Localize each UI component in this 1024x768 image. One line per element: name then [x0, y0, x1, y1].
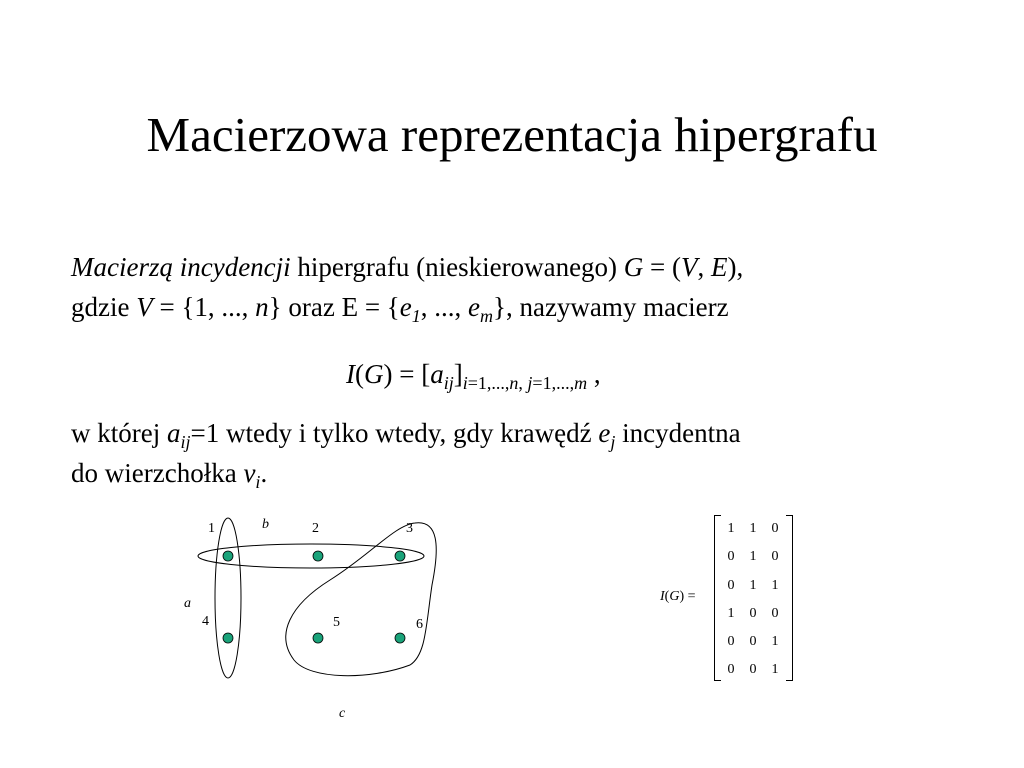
- text-segment: = {1, ...,: [152, 292, 256, 322]
- matrix-cell: 0: [727, 577, 735, 593]
- text-segment: = (: [643, 252, 682, 282]
- condition-line-1: [71, 413, 741, 453]
- text-segment: w której: [71, 418, 167, 448]
- definition-line-2: [71, 287, 743, 327]
- matrix-cell: 1: [749, 521, 757, 536]
- term-text: Macierzą incydencji: [71, 252, 291, 282]
- text-segment: ,: [697, 252, 712, 282]
- definition-line-1: [71, 247, 743, 287]
- subscript: 1: [411, 306, 421, 326]
- subscript: ij: [180, 432, 191, 452]
- matrix-label: [660, 589, 696, 605]
- text-segment: hipergrafu (nieskierowanego): [290, 252, 624, 282]
- vertex-4: [223, 633, 233, 643]
- text-segment: ) = [: [383, 359, 431, 389]
- slide-title: Macierzowa reprezentacja hipergrafu: [146, 107, 878, 162]
- text-segment: =1,...,: [467, 373, 510, 393]
- subscript: j: [610, 432, 616, 452]
- matrix-cell: 1: [749, 577, 757, 593]
- edge-label-b: b: [262, 517, 269, 532]
- vertex-6: [395, 633, 405, 643]
- vertex-label: 6: [416, 617, 423, 632]
- hyperedge-a: [215, 518, 241, 678]
- idx-i: i: [462, 373, 468, 393]
- vertex-label: 4: [202, 614, 209, 629]
- var-e1: e: [399, 292, 412, 322]
- text-segment: do wierzchołka: [71, 458, 244, 488]
- matrix-cell: 0: [749, 605, 757, 621]
- idx-m: m: [574, 373, 588, 393]
- text-segment: gdzie: [71, 292, 137, 322]
- var-G: G: [669, 589, 680, 604]
- var-a: a: [430, 359, 444, 389]
- var-v: v: [243, 458, 256, 488]
- subscript: ij: [443, 373, 454, 393]
- text-segment: .: [260, 458, 268, 488]
- edge-label-a: a: [184, 596, 191, 611]
- text-segment: ,: [587, 359, 601, 389]
- matrix-cell: 0: [727, 634, 735, 650]
- text-segment: incydentna: [615, 418, 741, 448]
- matrix-cell: 0: [727, 662, 735, 678]
- matrix-cell: 0: [749, 634, 757, 650]
- vertex-label: 2: [312, 521, 319, 536]
- matrix-cells: [720, 515, 786, 685]
- var-V: V: [136, 292, 153, 322]
- subscript: m: [480, 306, 493, 326]
- var-G: G: [623, 252, 644, 282]
- matrix-cell: 1: [727, 605, 735, 621]
- vertex-label: 1: [208, 521, 215, 536]
- vertex-1: [223, 551, 233, 561]
- definition-paragraph: [71, 247, 743, 327]
- text-segment: ]: [453, 359, 463, 389]
- var-e: e: [598, 418, 611, 448]
- var-I: I: [346, 359, 355, 389]
- text-segment: ) =: [679, 589, 696, 604]
- text-segment: =1 wtedy i tylko wtedy, gdy krawędź: [190, 418, 599, 448]
- text-segment: (: [355, 359, 364, 389]
- matrix-cell: 0: [771, 549, 779, 565]
- var-E: E: [711, 252, 728, 282]
- var-V: V: [681, 252, 698, 282]
- matrix-cell: 0: [727, 549, 735, 565]
- text-segment: (: [664, 589, 670, 604]
- vertex-2: [313, 551, 323, 561]
- vertex-layer: [223, 551, 405, 643]
- condition-paragraph: [71, 413, 741, 493]
- vertex-5: [313, 633, 323, 643]
- var-em: e: [468, 292, 480, 322]
- idx-j: j: [527, 373, 533, 393]
- matrix-cell: 1: [771, 662, 779, 678]
- matrix-cell: 1: [771, 634, 779, 650]
- var-G: G: [364, 359, 384, 389]
- vertex-label: 5: [333, 615, 340, 630]
- idx-n: n: [509, 373, 519, 393]
- subscript: i: [255, 472, 261, 492]
- text-segment: =1,...,: [532, 373, 575, 393]
- matrix-right-bracket: [786, 515, 793, 681]
- text-segment: , ...,: [420, 292, 469, 322]
- condition-line-2: [71, 453, 741, 493]
- incidence-formula: [346, 354, 601, 403]
- matrix-cell: 0: [771, 521, 779, 536]
- index-range: [463, 373, 587, 393]
- text-segment: }, nazywamy macierz: [493, 292, 729, 322]
- vertex-label: 3: [406, 521, 413, 536]
- var-a: a: [166, 418, 181, 448]
- edge-label-c: c: [339, 706, 346, 721]
- text-segment: ,: [518, 373, 528, 393]
- var-n: n: [255, 292, 269, 322]
- matrix-cell: 1: [727, 521, 735, 536]
- text-segment: } oraz E = {: [268, 292, 400, 322]
- hypergraph-diagram: [170, 505, 470, 725]
- matrix-cell: 0: [749, 662, 757, 678]
- text-segment: ),: [727, 252, 744, 282]
- matrix-cell: 1: [771, 577, 779, 593]
- var-I: I: [660, 589, 665, 604]
- incidence-matrix: [660, 513, 800, 683]
- vertex-3: [395, 551, 405, 561]
- matrix-cell: 0: [771, 605, 779, 621]
- matrix-cell: 1: [749, 549, 757, 565]
